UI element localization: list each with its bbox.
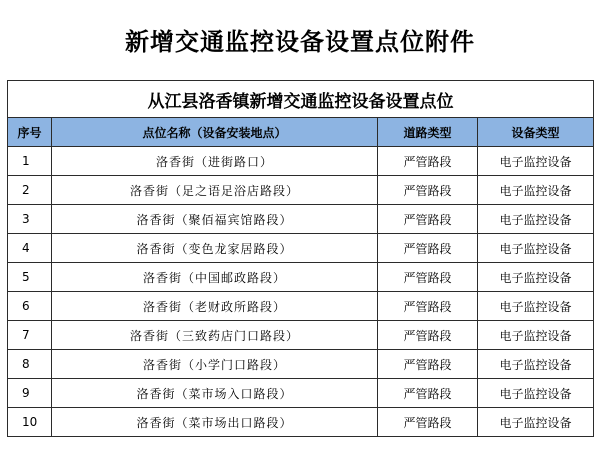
header-index: 序号 [8,118,52,147]
cell-location: 洛香街（菜市场出口路段） [52,408,378,437]
table-row [8,176,594,205]
cell-road-type: 严管路段 [378,147,478,176]
cell-index: 2 [8,176,52,205]
device-location-table [7,80,594,437]
cell-device-type: 电子监控设备 [478,408,594,437]
table-row [8,263,594,292]
table-row [8,350,594,379]
cell-device-type: 电子监控设备 [478,234,594,263]
cell-location: 洛香街（进街路口） [52,147,378,176]
cell-index: 10 [8,408,52,437]
cell-index: 5 [8,263,52,292]
table-header-row [8,118,594,147]
cell-index: 6 [8,292,52,321]
cell-index: 7 [8,321,52,350]
table-row [8,147,594,176]
cell-location: 洛香街（菜市场入口路段） [52,379,378,408]
cell-device-type: 电子监控设备 [478,147,594,176]
header-location: 点位名称（设备安装地点） [52,118,378,147]
cell-device-type: 电子监控设备 [478,263,594,292]
table-row [8,234,594,263]
cell-location: 洛香街（老财政所路段） [52,292,378,321]
cell-device-type: 电子监控设备 [478,292,594,321]
cell-road-type: 严管路段 [378,321,478,350]
cell-location: 洛香街（中国邮政路段） [52,263,378,292]
cell-device-type: 电子监控设备 [478,176,594,205]
cell-road-type: 严管路段 [378,379,478,408]
table-row [8,205,594,234]
cell-location: 洛香街（聚佰福宾馆路段） [52,205,378,234]
cell-location: 洛香街（三致药店门口路段） [52,321,378,350]
cell-road-type: 严管路段 [378,263,478,292]
table-row [8,379,594,408]
cell-location: 洛香街（小学门口路段） [52,350,378,379]
table-caption: 从江县洛香镇新增交通监控设备设置点位 [8,81,594,118]
cell-road-type: 严管路段 [378,408,478,437]
cell-road-type: 严管路段 [378,292,478,321]
cell-device-type: 电子监控设备 [478,379,594,408]
table-row [8,321,594,350]
cell-location: 洛香街（足之语足浴店路段） [52,176,378,205]
cell-device-type: 电子监控设备 [478,321,594,350]
cell-location: 洛香街（变色龙家居路段） [52,234,378,263]
cell-index: 4 [8,234,52,263]
header-device-type: 设备类型 [478,118,594,147]
cell-road-type: 严管路段 [378,350,478,379]
cell-index: 3 [8,205,52,234]
table-row [8,408,594,437]
page-title: 新增交通监控设备设置点位附件 [125,27,475,56]
cell-index: 8 [8,350,52,379]
table-row [8,292,594,321]
cell-device-type: 电子监控设备 [478,205,594,234]
cell-index: 1 [8,147,52,176]
cell-road-type: 严管路段 [378,176,478,205]
cell-index: 9 [8,379,52,408]
cell-device-type: 电子监控设备 [478,350,594,379]
cell-road-type: 严管路段 [378,205,478,234]
header-road-type: 道路类型 [378,118,478,147]
cell-road-type: 严管路段 [378,234,478,263]
